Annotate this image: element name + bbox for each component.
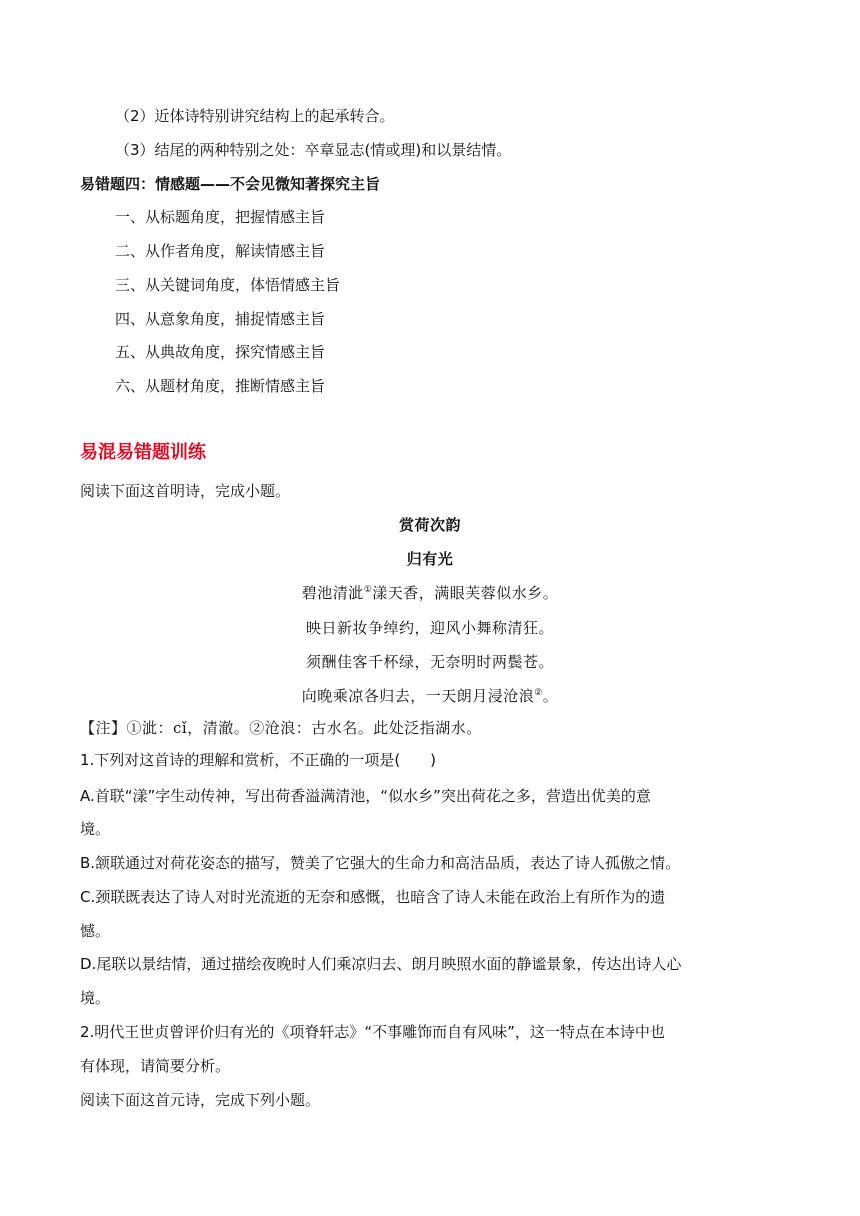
error4-item-1: 一、从标题角度，把握情感主旨 xyxy=(115,208,326,226)
next-section-intro: 阅读下面这首元诗，完成下列小题。 xyxy=(80,1091,321,1109)
poem-line-4-part-b: 。 xyxy=(542,687,559,705)
question-2-line-1: 2.明代王世贞曾评价归有光的《项脊轩志》“不事雕饰而自有风味”，这一特点在本诗中也 xyxy=(80,1023,665,1041)
structure-item-2: （2）近体诗特别讲究结构上的起承转合。 xyxy=(115,107,395,125)
poem-line-2: 映日新妆争绰约，迎风小舞称清狂。 xyxy=(305,619,554,637)
training-heading: 易混易错题训练 xyxy=(80,442,206,463)
poem-line-4 xyxy=(0,686,860,706)
question-1-option-d-cont: 境。 xyxy=(80,989,111,1007)
structure-item-3: （3）结尾的两种特别之处：卒章显志(情或理)和以景结情。 xyxy=(115,141,512,159)
poem-author: 归有光 xyxy=(406,550,454,568)
question-1-option-d: D.尾联以景结情，通过描绘夜晚时人们乘凉归去、朗月映照水面的静谧景象，传达出诗人心 xyxy=(80,955,682,973)
error4-item-4: 四、从意象角度，捕捉情感主旨 xyxy=(115,310,326,328)
error4-item-6: 六、从题材角度，推断情感主旨 xyxy=(115,377,326,395)
question-1-option-a: A.首联“漾”字生动传神，写出荷香溢满清池，“似水乡”突出荷花之多，营造出优美的意 xyxy=(80,787,651,805)
note-marker-1: ① xyxy=(363,585,373,595)
note-marker-2: ② xyxy=(534,688,543,698)
poem-line-1-part-a: 碧池清泚 xyxy=(301,584,364,602)
question-1-option-a-cont: 境。 xyxy=(80,820,111,838)
poem-line-4-part-a: 向晚乘凉各归去，一天朗月浸沧浪 xyxy=(301,687,535,705)
error4-item-5: 五、从典故角度，探究情感主旨 xyxy=(115,343,326,361)
poem-line-3: 须酬佳客千杯绿，无奈明时两鬓苍。 xyxy=(305,653,554,671)
error4-item-3: 三、从关键词角度，体悟情感主旨 xyxy=(115,276,341,294)
poem-line-1-part-b: 漾天香，满眼芙蓉似水乡。 xyxy=(372,584,559,602)
poem-note: 【注】①泚：cǐ，清澈。②沧浪：古水名。此处泛指湖水。 xyxy=(80,719,482,737)
error4-title: 易错题四：情感题——不会见微知著探究主旨 xyxy=(80,175,381,193)
question-1-option-b: B.颔联通过对荷花姿态的描写，赞美了它强大的生命力和高洁品质，表达了诗人孤傲之情。 xyxy=(80,854,681,872)
poem-line-1 xyxy=(0,583,860,603)
question-1-stem: 1.下列对这首诗的理解和赏析，不正确的一项是( ) xyxy=(80,751,437,769)
training-intro: 阅读下面这首明诗，完成小题。 xyxy=(80,482,291,500)
error4-item-2: 二、从作者角度，解读情感主旨 xyxy=(115,242,326,260)
question-1-option-c-cont: 憾。 xyxy=(80,922,111,940)
poem-title: 赏荷次韵 xyxy=(398,516,461,534)
question-2-line-2: 有体现，请简要分析。 xyxy=(80,1057,231,1075)
question-1-option-c: C.颈联既表达了诗人对时光流逝的无奈和感慨，也暗含了诗人未能在政治上有所作为的遗 xyxy=(80,888,666,906)
